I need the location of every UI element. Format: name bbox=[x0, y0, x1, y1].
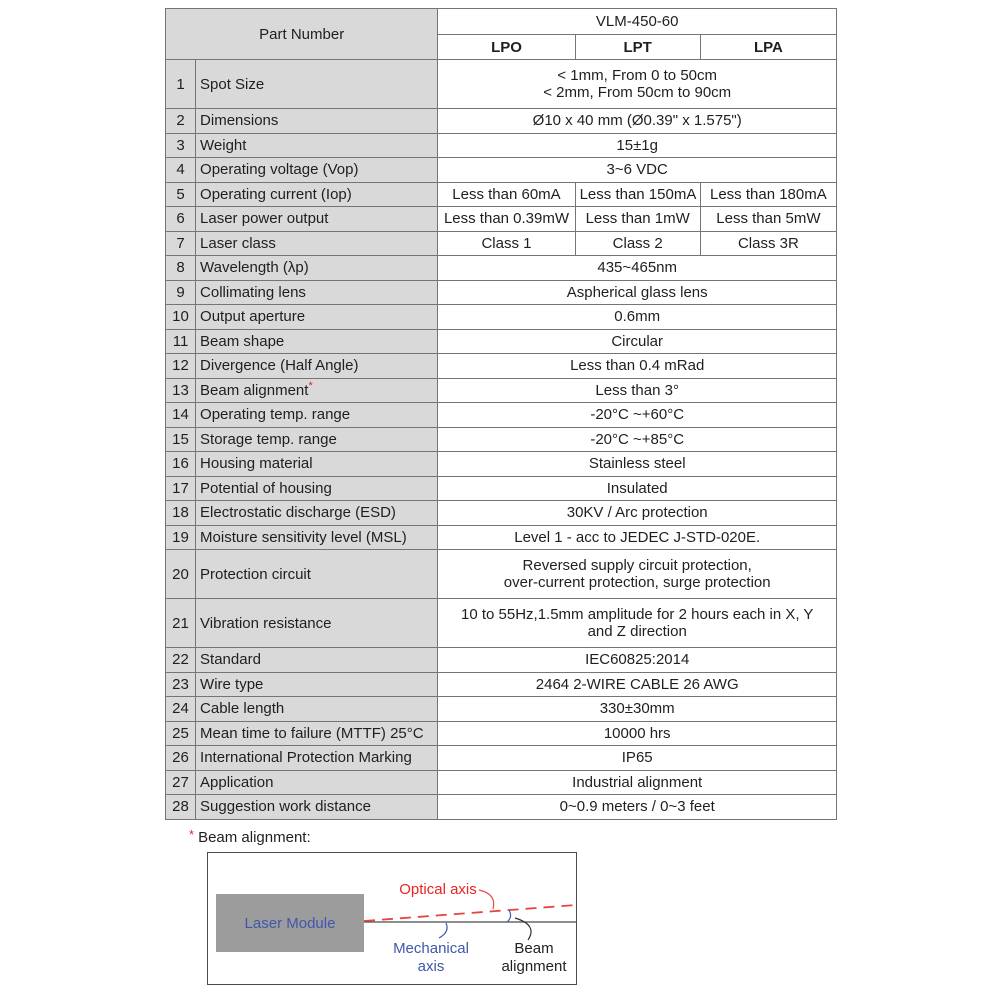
row-number: 3 bbox=[166, 133, 196, 158]
row-number: 21 bbox=[166, 599, 196, 648]
row-value: 0.6mm bbox=[438, 305, 837, 330]
row-value: Ø10 x 40 mm (Ø0.39" x 1.575") bbox=[438, 109, 837, 134]
beam-alignment-diagram bbox=[207, 852, 577, 985]
row-number: 7 bbox=[166, 231, 196, 256]
row-value: 10000 hrs bbox=[438, 721, 837, 746]
row-value: 2464 2-WIRE CABLE 26 AWG bbox=[438, 672, 837, 697]
row-value: -20°C ~+60°C bbox=[438, 403, 837, 428]
row-value: -20°C ~+85°C bbox=[438, 427, 837, 452]
row-label: Moisture sensitivity level (MSL) bbox=[196, 525, 438, 550]
row-value bbox=[438, 60, 837, 109]
row-label: Collimating lens bbox=[196, 280, 438, 305]
optical-axis-line bbox=[364, 905, 576, 921]
row-value: 3~6 VDC bbox=[438, 158, 837, 183]
row-value: 435~465nm bbox=[438, 256, 837, 281]
row-value: Less than 3° bbox=[438, 378, 837, 403]
row-number: 10 bbox=[166, 305, 196, 330]
row-label: Spot Size bbox=[196, 60, 438, 109]
spec-row bbox=[166, 770, 837, 795]
row-value: 330±30mm bbox=[438, 697, 837, 722]
row-number: 5 bbox=[166, 182, 196, 207]
spec-row bbox=[166, 207, 837, 232]
row-value: 30KV / Arc protection bbox=[438, 501, 837, 526]
row-label: Wavelength (λp) bbox=[196, 256, 438, 281]
model-header-row bbox=[166, 9, 837, 35]
row-label: Operating temp. range bbox=[196, 403, 438, 428]
spec-row bbox=[166, 550, 837, 599]
row-number: 26 bbox=[166, 746, 196, 771]
row-label: Storage temp. range bbox=[196, 427, 438, 452]
row-label: Protection circuit bbox=[196, 550, 438, 599]
row-label: Beam shape bbox=[196, 329, 438, 354]
spec-row bbox=[166, 329, 837, 354]
spec-row bbox=[166, 109, 837, 134]
spec-row bbox=[166, 746, 837, 771]
row-number: 13 bbox=[166, 378, 196, 403]
spec-row bbox=[166, 721, 837, 746]
spec-row bbox=[166, 795, 837, 820]
beam-alignment-footnote bbox=[189, 827, 311, 846]
spec-row bbox=[166, 648, 837, 673]
row-label: Operating current (Iop) bbox=[196, 182, 438, 207]
row-label: Dimensions bbox=[196, 109, 438, 134]
row-label: Cable length bbox=[196, 697, 438, 722]
spec-row bbox=[166, 525, 837, 550]
row-value: Less than 0.4 mRad bbox=[438, 354, 837, 379]
row-label: Application bbox=[196, 770, 438, 795]
row-value: Less than 60mA bbox=[438, 182, 575, 207]
row-value: Less than 0.39mW bbox=[438, 207, 575, 232]
footnote-text: Beam alignment: bbox=[198, 829, 311, 846]
row-value: Aspherical glass lens bbox=[438, 280, 837, 305]
row-number: 19 bbox=[166, 525, 196, 550]
row-value: Class 2 bbox=[575, 231, 700, 256]
mechanical-axis-pointer bbox=[439, 923, 447, 938]
row-value: Less than 180mA bbox=[700, 182, 836, 207]
row-label: Beam alignment* bbox=[196, 378, 438, 403]
row-number: 15 bbox=[166, 427, 196, 452]
row-value: Less than 5mW bbox=[700, 207, 836, 232]
row-label: Laser class bbox=[196, 231, 438, 256]
row-label: Electrostatic discharge (ESD) bbox=[196, 501, 438, 526]
row-number: 23 bbox=[166, 672, 196, 697]
laser-module-label: Laser Module bbox=[244, 915, 336, 932]
spec-row bbox=[166, 354, 837, 379]
spec-row bbox=[166, 60, 837, 109]
red-asterisk: * bbox=[308, 379, 313, 392]
spec-row bbox=[166, 672, 837, 697]
model-header: VLM-450-60 bbox=[438, 9, 837, 35]
row-value: Less than 150mA bbox=[575, 182, 700, 207]
row-value: IEC60825:2014 bbox=[438, 648, 837, 673]
mechanical-axis-label-line2: axis bbox=[417, 958, 445, 975]
row-label: Operating voltage (Vop) bbox=[196, 158, 438, 183]
spec-row bbox=[166, 427, 837, 452]
row-label: International Protection Marking bbox=[196, 746, 438, 771]
optical-axis-label: Optical axis bbox=[399, 881, 477, 898]
beam-alignment-label-line1: Beam bbox=[514, 940, 554, 957]
variant-header-lpa: LPA bbox=[700, 35, 836, 60]
spec-row bbox=[166, 378, 837, 403]
row-label: Standard bbox=[196, 648, 438, 673]
spec-row bbox=[166, 158, 837, 183]
row-label: Mean time to failure (MTTF) 25°C bbox=[196, 721, 438, 746]
row-number: 4 bbox=[166, 158, 196, 183]
row-number: 25 bbox=[166, 721, 196, 746]
row-number: 20 bbox=[166, 550, 196, 599]
row-value: Stainless steel bbox=[438, 452, 837, 477]
row-label: Suggestion work distance bbox=[196, 795, 438, 820]
row-label: Potential of housing bbox=[196, 476, 438, 501]
row-value: Level 1 - acc to JEDEC J-STD-020E. bbox=[438, 525, 837, 550]
angle-arc bbox=[507, 910, 511, 922]
row-value: 0~0.9 meters / 0~3 feet bbox=[438, 795, 837, 820]
row-number: 12 bbox=[166, 354, 196, 379]
row-label: Divergence (Half Angle) bbox=[196, 354, 438, 379]
row-number: 18 bbox=[166, 501, 196, 526]
row-number: 22 bbox=[166, 648, 196, 673]
row-value-line: and Z direction bbox=[587, 623, 687, 640]
row-value bbox=[438, 550, 837, 599]
row-number: 11 bbox=[166, 329, 196, 354]
row-value bbox=[438, 599, 837, 648]
row-number: 9 bbox=[166, 280, 196, 305]
spec-row bbox=[166, 280, 837, 305]
row-value-line: over-current protection, surge protection bbox=[503, 574, 771, 591]
row-number: 14 bbox=[166, 403, 196, 428]
row-number: 2 bbox=[166, 109, 196, 134]
row-value: Circular bbox=[438, 329, 837, 354]
row-number: 27 bbox=[166, 770, 196, 795]
red-asterisk: * bbox=[189, 827, 195, 842]
spec-row bbox=[166, 501, 837, 526]
row-value-line: Reversed supply circuit protection, bbox=[522, 557, 752, 574]
row-value: Class 3R bbox=[700, 231, 836, 256]
spec-row bbox=[166, 403, 837, 428]
spec-row bbox=[166, 133, 837, 158]
row-label: Housing material bbox=[196, 452, 438, 477]
row-value: 15±1g bbox=[438, 133, 837, 158]
row-value-line: 10 to 55Hz,1.5mm amplitude for 2 hours each in X, Y bbox=[460, 606, 814, 623]
beam-alignment-pointer bbox=[515, 918, 531, 940]
row-number: 6 bbox=[166, 207, 196, 232]
row-label: Weight bbox=[196, 133, 438, 158]
row-label: Wire type bbox=[196, 672, 438, 697]
row-label: Output aperture bbox=[196, 305, 438, 330]
spec-row bbox=[166, 305, 837, 330]
row-number: 8 bbox=[166, 256, 196, 281]
spec-row bbox=[166, 476, 837, 501]
row-value: Less than 1mW bbox=[575, 207, 700, 232]
row-value: Industrial alignment bbox=[438, 770, 837, 795]
mechanical-axis-label-line1: Mechanical bbox=[393, 940, 469, 957]
row-label: Vibration resistance bbox=[196, 599, 438, 648]
row-value-line: < 2mm, From 50cm to 90cm bbox=[543, 84, 732, 101]
row-value: Insulated bbox=[438, 476, 837, 501]
row-number: 1 bbox=[166, 60, 196, 109]
row-number: 17 bbox=[166, 476, 196, 501]
spec-table bbox=[165, 8, 837, 820]
spec-row bbox=[166, 231, 837, 256]
row-value-line: < 1mm, From 0 to 50cm bbox=[557, 67, 717, 84]
spec-row bbox=[166, 599, 837, 648]
beam-alignment-label-line2: alignment bbox=[501, 958, 567, 975]
row-number: 16 bbox=[166, 452, 196, 477]
optical-axis-pointer bbox=[479, 890, 494, 909]
spec-row bbox=[166, 182, 837, 207]
part-number-header: Part Number bbox=[166, 9, 438, 60]
row-label: Laser power output bbox=[196, 207, 438, 232]
spec-row bbox=[166, 452, 837, 477]
row-value: IP65 bbox=[438, 746, 837, 771]
variant-header-lpt: LPT bbox=[575, 35, 700, 60]
row-number: 28 bbox=[166, 795, 196, 820]
row-number: 24 bbox=[166, 697, 196, 722]
spec-row bbox=[166, 256, 837, 281]
row-value: Class 1 bbox=[438, 231, 575, 256]
spec-row bbox=[166, 697, 837, 722]
variant-header-lpo: LPO bbox=[438, 35, 575, 60]
